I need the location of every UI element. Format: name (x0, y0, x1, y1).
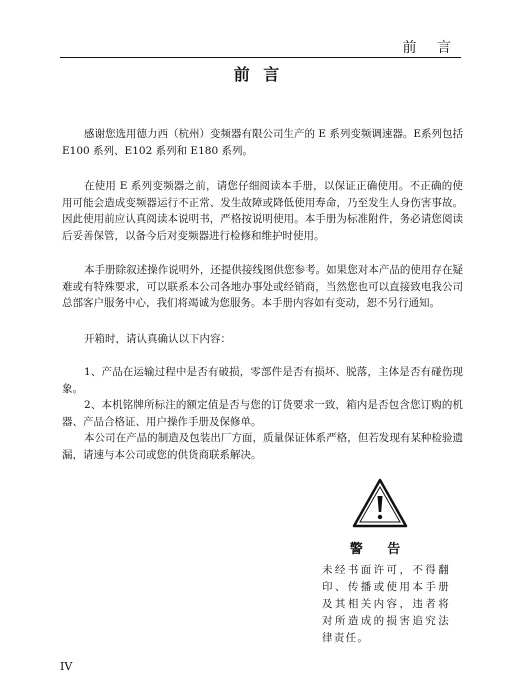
support-paragraph (62, 262, 463, 312)
page-number: IV (60, 660, 73, 673)
paragraph-1: 感谢您选用德力西（杭州）变频器有限公司生产的 E 系列变频调速器。E系列包括 E100 系列、E102 系列和 E180 系列。 (62, 128, 464, 157)
header-rule (60, 57, 461, 58)
checklist-item-1: 1、产品在运输过程中是否有破损，零部件是否有损坏、脱落，主体是否有碰伤现象。 (62, 366, 463, 395)
warning-text: 未经书面许可，不得翻印、传播或使用本手册及其相关内容，违者将对所造成的损害追究法律责任。 (322, 564, 450, 644)
warning-triangle-icon (352, 478, 408, 528)
checklist (62, 364, 463, 463)
running-header: 前 言 (402, 40, 459, 56)
checklist-item-2: 2、本机铭牌所标注的额定值是否与您的订货要求一致，箱内是否包含您订购的机器、产品合格证、用户操作手册及保修单。 (62, 399, 463, 428)
page-title: 前 言 (233, 65, 284, 84)
usage-paragraph (62, 178, 463, 244)
paragraph-3: 本手册除叙述操作说明外，还提供接线图供您参考。如果您对本产品的使用存在疑难或有特殊要求，可以联系本公司各地办事处或经销商，当然您也可以直接致电我公司总部客户服务中心，我们将竭诚为您服务。本手册内容如有变动，恕不另行通知。 (62, 264, 463, 309)
unboxing-paragraph (62, 331, 463, 348)
warning-title: 警 告 (349, 542, 411, 557)
checklist-note: 本公司在产品的制造及包装出厂方面，质量保证体系严格，但若发现有某种检验遗漏，请速与本公司或您的供货商联系解决。 (62, 432, 463, 461)
paragraph-2: 在使用 E 系列变频器之前，请您仔细阅读本手册，以保证正确使用。不正确的使用可能会造成变频器运行不正常、发生故障或降低使用寿命，乃至发生人身伤害事故。因此使用前应认真阅读本说明书，严格按说明使用。本手册为标准附件，务必请您阅读后妥善保管，以备今后对变频器进行检修和维护时使用。 (62, 180, 463, 242)
paragraph-4: 开箱时，请认真确认以下内容： (84, 333, 231, 345)
intro-paragraph (62, 126, 463, 159)
